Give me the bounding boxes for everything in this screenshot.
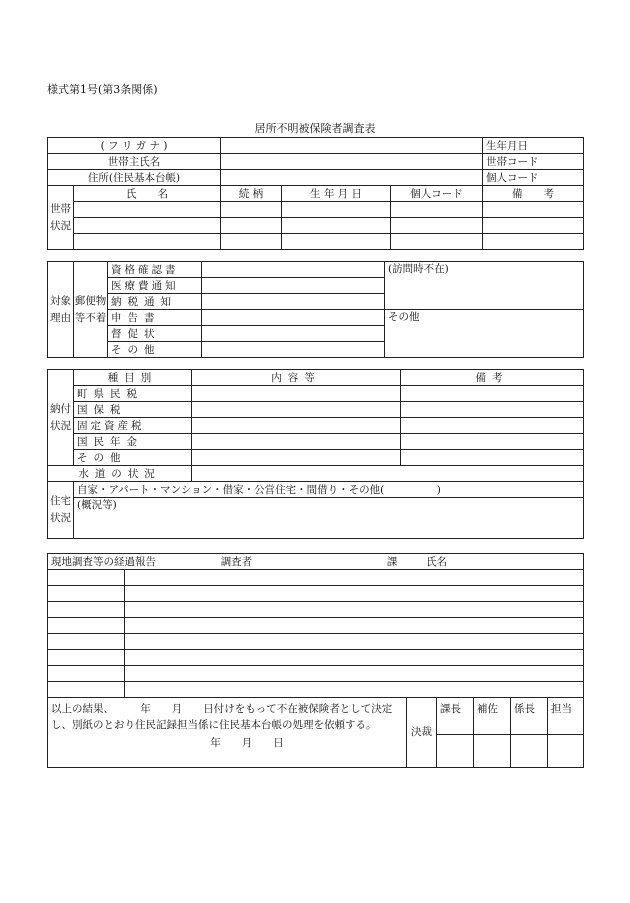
approver-assistant: 補佐 (474, 698, 511, 735)
reason-item-medical: 医療費通知 (108, 278, 202, 294)
member-row (48, 218, 584, 234)
col-birthdate: 生 年 月 日 (282, 186, 391, 202)
furigana-field[interactable] (221, 138, 483, 154)
payment-item-other: その他 (74, 450, 192, 466)
conclusion-text: 以上の結果、 年 月 日付けをもって不在被保険者として決定し、別紙のとおり住民記録担当係に住民基本台帳の処理を依頼する。 (51, 703, 393, 731)
absent-note[interactable]: (訪問時不在) (385, 262, 584, 310)
reason-field-qualification[interactable] (202, 262, 385, 278)
payment-item-property-tax: 固定資産税 (74, 418, 192, 434)
personal-code-label: 個人コード (483, 170, 584, 186)
undelivered-label: 郵便物等不着 (74, 262, 108, 358)
head-name-label: 世帯主氏名 (48, 154, 221, 170)
section-label: 課 (386, 555, 398, 568)
reason-item-declaration: 申告書 (108, 310, 202, 326)
household-table (47, 137, 584, 250)
reason-label: 対象理由 (48, 262, 74, 358)
investigator-label: 調査者 (220, 555, 253, 568)
approval-label: 決裁 (407, 698, 437, 768)
household-status-label: 世帯状況 (48, 186, 74, 250)
furigana-label: ( フ リ ガ ナ ) (48, 138, 221, 154)
report-line (48, 666, 584, 682)
birthdate-label: 生年月日 (483, 138, 584, 154)
address-label: 住所(住民基本台帳) (48, 170, 221, 186)
payment-item-pension: 国民年金 (74, 434, 192, 450)
other-note[interactable]: その他 (385, 310, 584, 358)
report-table (47, 553, 584, 768)
reason-field-reminder[interactable] (202, 326, 385, 342)
report-line (48, 570, 584, 586)
conclusion-date: 年 月 日 (210, 737, 284, 749)
reason-item-reminder: 督促状 (108, 326, 202, 342)
stamp-assistant[interactable] (474, 734, 511, 767)
head-name-field[interactable] (221, 154, 483, 170)
col-relation: 続 柄 (221, 186, 282, 202)
report-header (48, 554, 584, 570)
investigator-name-label: 氏名 (426, 555, 448, 568)
approver-subsection-chief: 係長 (511, 698, 548, 735)
member-row (48, 202, 584, 218)
form-number: 様式第1号(第3条関係) (47, 83, 158, 96)
stamp-subsection-chief[interactable] (511, 734, 548, 767)
payment-item-nhi-tax: 国保税 (74, 402, 192, 418)
conclusion-cell (48, 698, 407, 768)
water-status-field[interactable] (192, 466, 584, 482)
col-content: 内容等 (192, 370, 401, 386)
reason-table (47, 261, 584, 358)
stamp-staff[interactable] (548, 734, 584, 767)
reason-item-qualification: 資格確認書 (108, 262, 202, 278)
approver-staff: 担当 (548, 698, 584, 735)
reason-field-tax-notice[interactable] (202, 294, 385, 310)
col-remarks: 備 考 (483, 186, 584, 202)
report-line (48, 634, 584, 650)
payment-table (47, 369, 584, 539)
form-title: 居所不明被保険者調査表 (254, 122, 376, 135)
col-category: 種目別 (74, 370, 192, 386)
reason-field-other[interactable] (202, 342, 385, 358)
col-name: 氏 名 (74, 186, 221, 202)
payment-item-resident-tax: 町県民税 (74, 386, 192, 402)
report-line (48, 586, 584, 602)
member-row (48, 234, 584, 250)
payment-status-label: 納付状況 (48, 370, 74, 466)
col-payment-remarks: 備考 (401, 370, 584, 386)
housing-status-label: 住宅状況 (48, 482, 74, 539)
reason-field-medical[interactable] (202, 278, 385, 294)
housing-types[interactable]: 自家・アパート・マンション・借家・公営住宅・間借り・その他( ) (74, 482, 584, 498)
col-personal-code: 個人コード (391, 186, 483, 202)
reason-item-tax-notice: 納税通知 (108, 294, 202, 310)
report-title: 現地調査等の経過報告 (51, 555, 156, 568)
housing-note[interactable]: (概況等) (74, 498, 584, 539)
report-line (48, 682, 584, 698)
stamp-section-chief[interactable] (437, 734, 474, 767)
water-status-label: 水道の状況 (48, 466, 192, 482)
household-code-label: 世帯コード (483, 154, 584, 170)
reason-item-other: その他 (108, 342, 202, 358)
report-line (48, 650, 584, 666)
report-line (48, 602, 584, 618)
approver-section-chief: 課長 (437, 698, 474, 735)
reason-field-declaration[interactable] (202, 310, 385, 326)
address-field[interactable] (221, 170, 483, 186)
report-line (48, 618, 584, 634)
